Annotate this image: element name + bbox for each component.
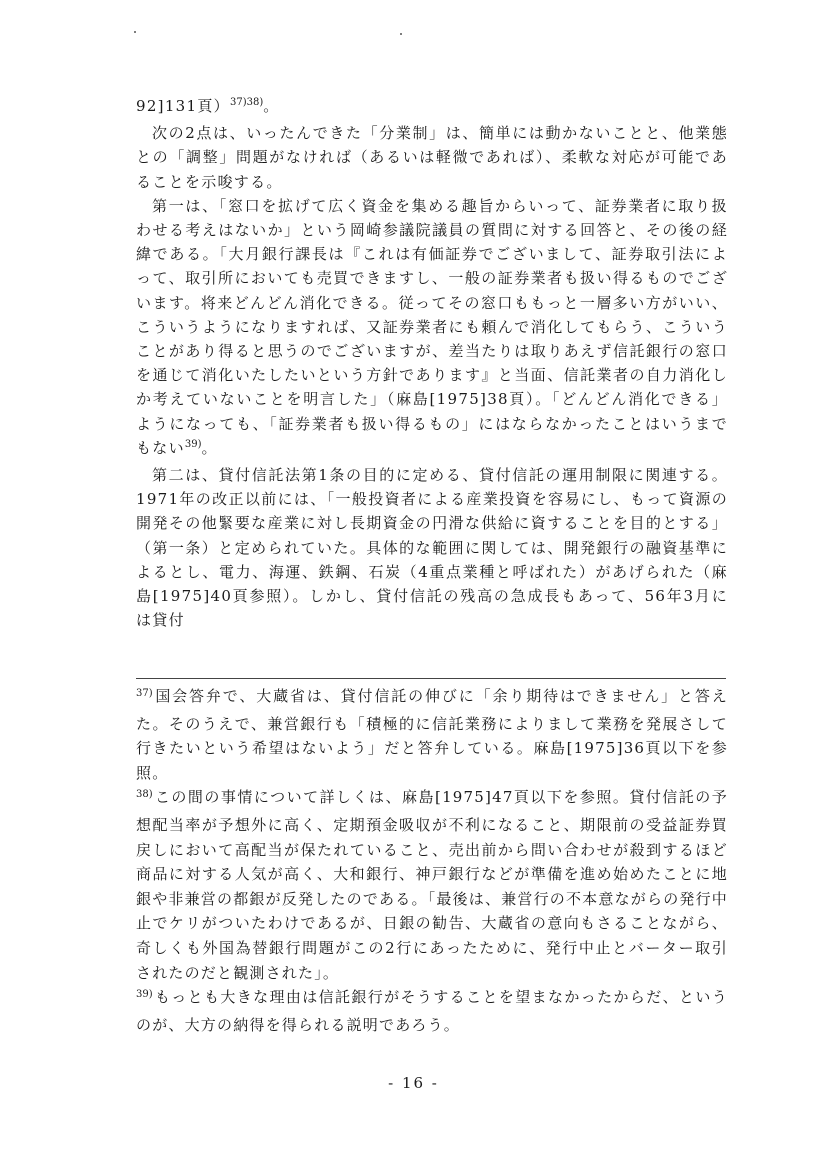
main-text (136, 94, 728, 632)
scan-speck (400, 33, 402, 35)
paragraph: 第一は、「窓口を拡げて広く資金を集める趣旨からいって、証券業者に取り扱わせる考えはないか」という岡崎参議院議員の質問に対する回答と、その後の経緯である。「大月銀行課長は『これは有価証券でございまして、証券取引法によって、取引所においても売買できますし、一般の証券業者も扱い得るものでございます。将来どんどん消化できる。従ってその窓口ももっと一層多い方がいい、こういうようになりますれば、又証券業者にも頼んで消化してもらう、こういうことがあり得ると思うのでございますが、差当たりは取りあえず信託銀行の窓口を通じて消化いたしたいという方針であります』と当面、信託業者の自力消化しか考えていないことを明言した」（麻島[1975]38頁）。「どんどん消化できる」ようになっても、「証券業者も扱い得るもの」にはならなかったことはいうまでもない$^{39)}$。 (136, 196, 728, 457)
footnote-divider (136, 678, 726, 679)
page-number: - 16 - (388, 1074, 439, 1092)
footnote-ref: 37)38) (229, 97, 264, 108)
footnote-mark: 38) (136, 789, 153, 801)
footnotes (136, 684, 728, 1037)
footnote: $^{37)}$ 国会答弁で、大蔵省は、貸付信託の伸びに「余り期待はできません」と答えた。そのうえで、兼営銀行も「積極的に信託業務によりまして業務を発展さして行きたいという希望はないよう」だと答弁している。麻島[1975]36頁以下を参照。 (136, 687, 728, 782)
paragraph: 次の2点は、いったんできた「分業制」は、簡単には動かないことと、他業態との「調整」問題がなければ（あるいは軽微であれば）、柔軟な対応が可能であることを示唆する。 (136, 124, 728, 191)
footnote-mark: 39) (136, 989, 153, 1001)
footnote-mark: 37) (136, 688, 153, 699)
scan-speck (134, 31, 136, 33)
footnote: $^{38)}$ この間の事情について詳しくは、麻島[1975]47頁以下を参照。貸付信託の予想配当率が予想外に高く、定期預金吸収が不利になること、期限前の受益証券買戻しにおいて高配当が保たれていること、売出前から問い合わせが殺到するほど商品に対する人気が高く、大和銀行、神戸銀行などが準備を進め始めたことに地銀や非兼営の都銀が反発したのである。「最後は、兼営行の不本意ながらの発行中止でケリがついたわけであるが、日銀の勧告、大蔵省の意向もさることながら、奇しくも外国為替銀行問題がこの2行にあったために、発行中止とバーター取引されたのだと観測された」。 (136, 788, 728, 982)
paragraph-continuation: 92]131頁）$^{37)38)}$。 (136, 97, 280, 115)
footnote-ref: 39) (184, 438, 202, 450)
paragraph: 第二は、貸付信託法第1条の目的に定める、貸付信託の運用制限に関連する。1971年の改正以前には、「一般投資者による産業投資を容易にし、もって資源の開発その他緊要な産業に対し長期資金の円滑な供給に資することを目的とする」（第一条）と定められていた。具体的な範囲に関しては、開発銀行の融資基準によるとし、電力、海運、鉄鋼、石炭（4重点業種と呼ばれた）があげられた（麻島[1975]40頁参照）。しかし、貸付信託の残高の急成長もあって、56年3月には貸付 (136, 466, 728, 630)
footnote: $^{39)}$ もっとも大きな理由は信託銀行がそうすることを望まなかったからだ、というのが、大方の納得を得られる説明であろう。 (136, 988, 728, 1034)
